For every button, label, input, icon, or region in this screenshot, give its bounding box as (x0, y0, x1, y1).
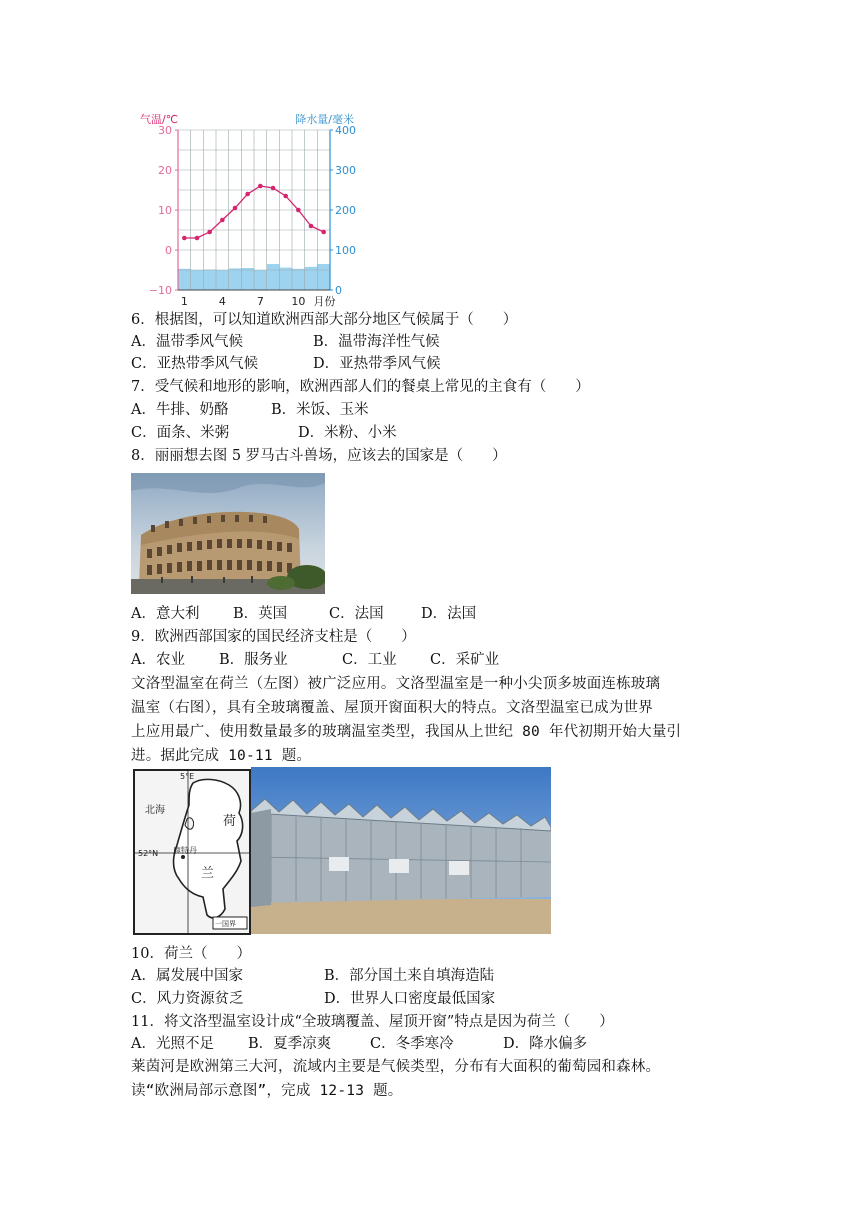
q6-options-row1 (131, 331, 440, 353)
q11-stem: 11．将文洛型温室设计成“全玻璃覆盖、屋顶开窗”特点是因为荷兰（ ） (131, 1014, 614, 1030)
map-country-char1: 荷 (223, 814, 237, 829)
map-city-label: 鹿特丹 (173, 846, 197, 855)
q7-stem: 7．受气候和地形的影响，欧洲西部人们的餐桌上常见的主食有（ ） (131, 379, 590, 395)
q8-options-row (131, 603, 476, 625)
q8-option-b[interactable]: B．英国 (233, 606, 288, 622)
temperature-point (309, 224, 314, 229)
q8-stem: 8．丽丽想去图 5 罗马古斗兽场，应该去的国家是（ ） (131, 448, 507, 464)
passage-rhine (131, 1055, 731, 1103)
temperature-point (220, 218, 225, 223)
passage-line: 文洛型温室在荷兰（左图）被广泛应用。文洛型温室是一种小尖顶多坡面连栋玻璃 (131, 676, 661, 692)
q9-option-b[interactable]: B．服务业 (219, 652, 288, 668)
temperature-point (271, 186, 276, 191)
q10-option-a[interactable]: A．属发展中国家 (131, 968, 243, 984)
temperature-point (207, 230, 212, 235)
map-parallel-label: 52°N (138, 849, 159, 858)
q9-option-c[interactable]: C．工业 (342, 652, 397, 668)
temperature-point (296, 208, 301, 213)
q8-option-d[interactable]: D．法国 (421, 606, 477, 622)
q9-option-a[interactable]: A．农业 (131, 652, 185, 668)
q9-options-row (131, 649, 499, 671)
passage-line: 上应用最广、使用数量最多的玻璃温室类型，我国从上世纪 80 年代初期开始大量引 (131, 724, 682, 740)
precipitation-bar (267, 264, 280, 290)
q7-options-row1 (131, 399, 369, 421)
x-tick-label: 7 (256, 295, 264, 308)
right-axis-title: 降水量/毫米 (295, 113, 354, 126)
left-axis-title: 气温/℃ (140, 113, 179, 126)
right-tick-label: 100 (335, 244, 356, 257)
q7-options-row2 (131, 422, 397, 444)
right-tick-label: 400 (335, 124, 356, 137)
temperature-point (321, 230, 326, 235)
q11-option-d[interactable]: D．降水偏多 (503, 1036, 588, 1052)
left-tick-label: 30 (158, 124, 172, 137)
q11-option-a[interactable]: A．光照不足 (131, 1036, 214, 1052)
precipitation-bar (317, 264, 330, 290)
q10-option-c[interactable]: C．风力资源贫乏 (131, 991, 244, 1007)
q6-stem: 6．根据图，可以知道欧洲西部大部分地区气候属于（ ） (131, 312, 518, 328)
precipitation-bar (229, 268, 242, 290)
map-country-char2: 兰 (201, 866, 215, 881)
climate-chart (132, 108, 364, 308)
temperature-point (283, 194, 288, 199)
temperature-point (195, 236, 200, 241)
left-tick-label: 0 (165, 244, 172, 257)
left-tick-label: 20 (158, 164, 172, 177)
map-legend: 一国界 (215, 920, 236, 928)
precipitation-bar (191, 270, 204, 290)
q11-option-b[interactable]: B．夏季凉爽 (248, 1036, 332, 1052)
x-unit-label: 月份 (313, 295, 336, 308)
q7-option-a[interactable]: A．牛排、奶酪 (131, 402, 229, 418)
precipitation-bar (178, 269, 191, 290)
temperature-point (258, 184, 263, 189)
passage-line: 进。据此完成 10-11 题。 (131, 748, 312, 764)
passage-line: 温室（右图），具有全玻璃覆盖、屋顶开窗面积大的特点。文洛型温室已成为世界 (131, 700, 653, 716)
x-tick-label: 1 (180, 295, 188, 308)
q6-option-b[interactable]: B．温带海洋性气候 (313, 334, 440, 350)
precipitation-bar (254, 270, 267, 290)
q10-stem: 10．荷兰（ ） (131, 946, 251, 962)
temperature-point (245, 192, 250, 197)
netherlands-map (133, 769, 251, 935)
x-tick-label: 4 (218, 295, 226, 308)
precipitation-bar (279, 268, 292, 290)
q6-option-c[interactable]: C．亚热带季风气候 (131, 356, 259, 372)
precipitation-bar (292, 269, 305, 290)
temperature-point (233, 206, 238, 211)
q6-option-d[interactable]: D．亚热带季风气候 (313, 356, 441, 372)
q7-option-b[interactable]: B．米饭、玉米 (271, 402, 369, 418)
colosseum-photo (131, 473, 325, 594)
passage-venlo (131, 672, 731, 768)
right-tick-label: 300 (335, 164, 356, 177)
q7-option-c[interactable]: C．面条、米粥 (131, 425, 230, 441)
q6-option-a[interactable]: A．温带季风气候 (131, 334, 243, 350)
q11-options-row (131, 1033, 587, 1055)
q10-options-row2 (131, 988, 495, 1010)
greenhouse-photo (251, 767, 551, 934)
passage-line: 读“欧洲局部示意图”，完成 12-13 题。 (131, 1083, 403, 1099)
left-tick-label: 10 (158, 204, 172, 217)
q9-stem: 9．欧洲西部国家的国民经济支柱是（ ） (131, 629, 416, 645)
precipitation-bar (203, 270, 216, 290)
q8-option-a[interactable]: A．意大利 (131, 606, 200, 622)
x-tick-label: 10 (291, 295, 306, 308)
precipitation-bar (216, 270, 229, 290)
q11-option-c[interactable]: C．冬季寒冷 (370, 1036, 454, 1052)
q10-option-d[interactable]: D．世界人口密度最低国家 (324, 991, 496, 1007)
q8-option-c[interactable]: C．法国 (329, 606, 384, 622)
q9-option-d[interactable]: C．采矿业 (430, 652, 500, 668)
right-tick-label: 0 (335, 284, 342, 297)
precipitation-bar (241, 268, 254, 290)
right-tick-label: 200 (335, 204, 356, 217)
q7-option-d[interactable]: D．米粉、小米 (298, 425, 397, 441)
q10-option-b[interactable]: B．部分国土来自填海造陆 (324, 968, 495, 984)
q10-options-row1 (131, 965, 494, 987)
q6-options-row2 (131, 353, 441, 375)
map-meridian-label: 5°E (180, 772, 195, 781)
passage-line: 莱茵河是欧洲第三大河，流域内主要是气候类型，分布有大面积的葡萄园和森林。 (131, 1059, 661, 1075)
map-sea-label: 北海 (145, 805, 165, 816)
left-tick-label: −10 (148, 284, 172, 297)
temperature-point (182, 236, 187, 241)
